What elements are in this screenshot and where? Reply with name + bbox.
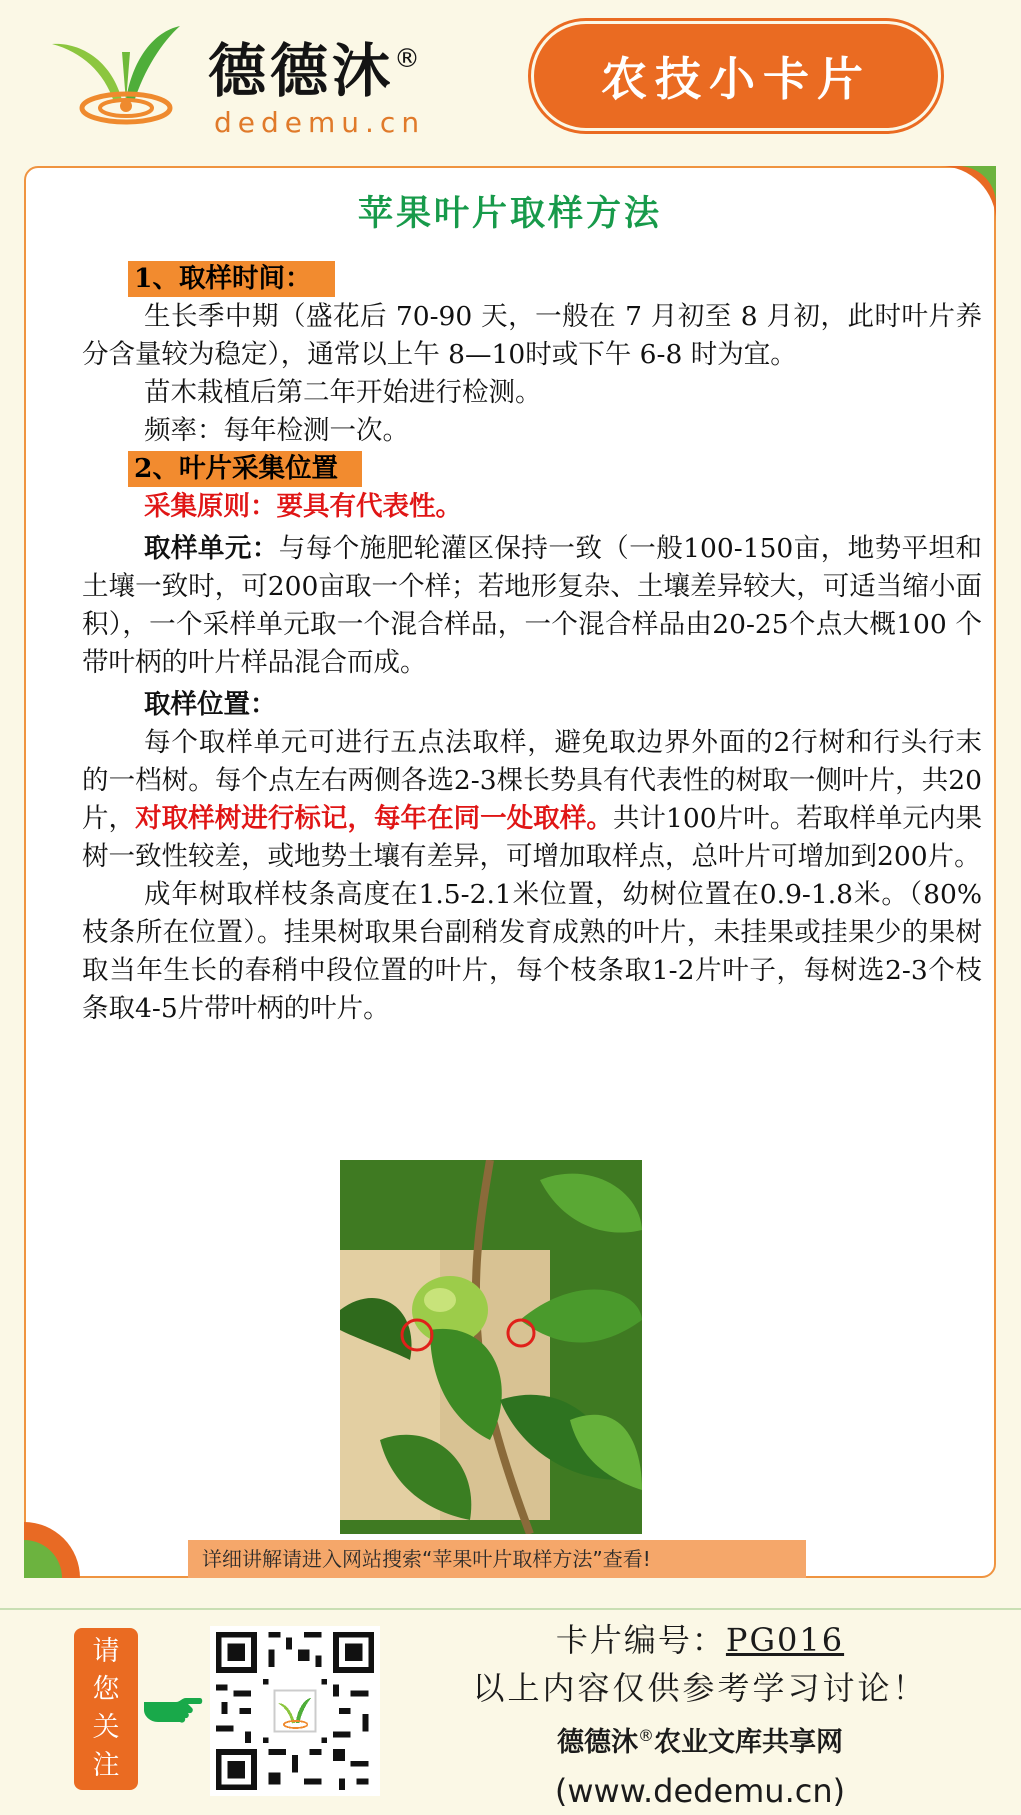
unit-label: 取样单元： (144, 533, 279, 564)
logo-sprout-icon (52, 22, 202, 132)
apple-leaf-photo (340, 1160, 642, 1534)
paragraph: 生长季中期（盛花后 70-90 天，一般在 7 月初至 8 月初，此时叶片养分含量较为稳定），通常以上午 8—10时或下午 6-8 时为宜。 (82, 301, 982, 370)
article-body (82, 264, 982, 1028)
follow-char: 关 (92, 1712, 120, 1743)
paragraph (82, 724, 982, 876)
paragraph: 成年树取样枝条高度在1.5-2.1米位置，幼树位置在0.9-1.8米。（80%枝条所在位置）。挂果树取果台副稍发育成熟的叶片，未挂果或挂果少的果树取当年生长的春稍中段位置的叶片，每个枝条取1-2片叶子，每树选2-3个枝条取4-5片带叶柄的叶片。 (82, 879, 982, 1024)
site-name: 德德沐®农业文库共享网 (557, 1726, 843, 1758)
principle-text: 采集原则：要具有代表性。 (144, 491, 462, 522)
card-type-badge: 农技小卡片 (534, 24, 938, 128)
position-text: 每个取样单元可进行五点法取样，避免取边界外面的2行树和行头行末的一档树。每个点左右两侧各选2-3棵长势具有代表性的树取一侧叶片，共20片， (82, 727, 982, 834)
follow-char: 您 (92, 1674, 120, 1705)
position-text-cont: 共计100片叶。若取样单元内果树一致性较差，或地势土壤有差异，可增加取样点，总叶片可增加到200片。 (82, 803, 982, 872)
section-heading: 2、叶片采集位置 (128, 451, 362, 487)
unit-text: 与每个施肥轮灌区保持一致（一般100-150亩，地势平坦和土壤一致时，可200亩取一个样；若地形复杂、土壤差异较大，可适当缩小面积），一个采样单元取一个混合样品，一个混合样品由20-25个点大概100 个带叶柄的叶片样品混合而成。 (82, 533, 982, 678)
section-heading: 1、取样时间： (128, 261, 335, 297)
follow-us-tag[interactable] (74, 1628, 138, 1790)
corner-decoration (24, 1522, 80, 1578)
content-card (24, 166, 996, 1578)
brand-logo (52, 22, 472, 139)
caption-banner: 详细讲解请进入网站搜索“苹果叶片取样方法”查看! (188, 1540, 806, 1578)
site-url[interactable]: (www.dedemu.cn) (554, 1772, 846, 1810)
paragraph (82, 530, 982, 682)
follow-char: 注 (92, 1750, 120, 1781)
follow-char: 请 (92, 1636, 120, 1667)
page-title: 苹果叶片取样方法 (357, 194, 662, 234)
pointing-hand-icon (142, 1688, 204, 1728)
paragraph: 苗木栽植后第二年开始进行检测。 (144, 377, 542, 408)
divider (0, 1608, 1021, 1610)
brand-name: 德德沐® (208, 37, 425, 105)
footer-info (420, 1616, 980, 1815)
qr-code[interactable] (210, 1626, 380, 1796)
disclaimer: 以上内容仅供参考学习讨论！ (472, 1669, 928, 1707)
highlight-text: 对取样树进行标记，每年在同一处取样。 (135, 803, 613, 834)
position-label: 取样位置： (144, 689, 277, 720)
paragraph: 频率：每年检测一次。 (144, 415, 409, 446)
brand-url: dedemu.cn (214, 106, 426, 139)
card-number: 卡片编号：PG016 (555, 1621, 845, 1659)
